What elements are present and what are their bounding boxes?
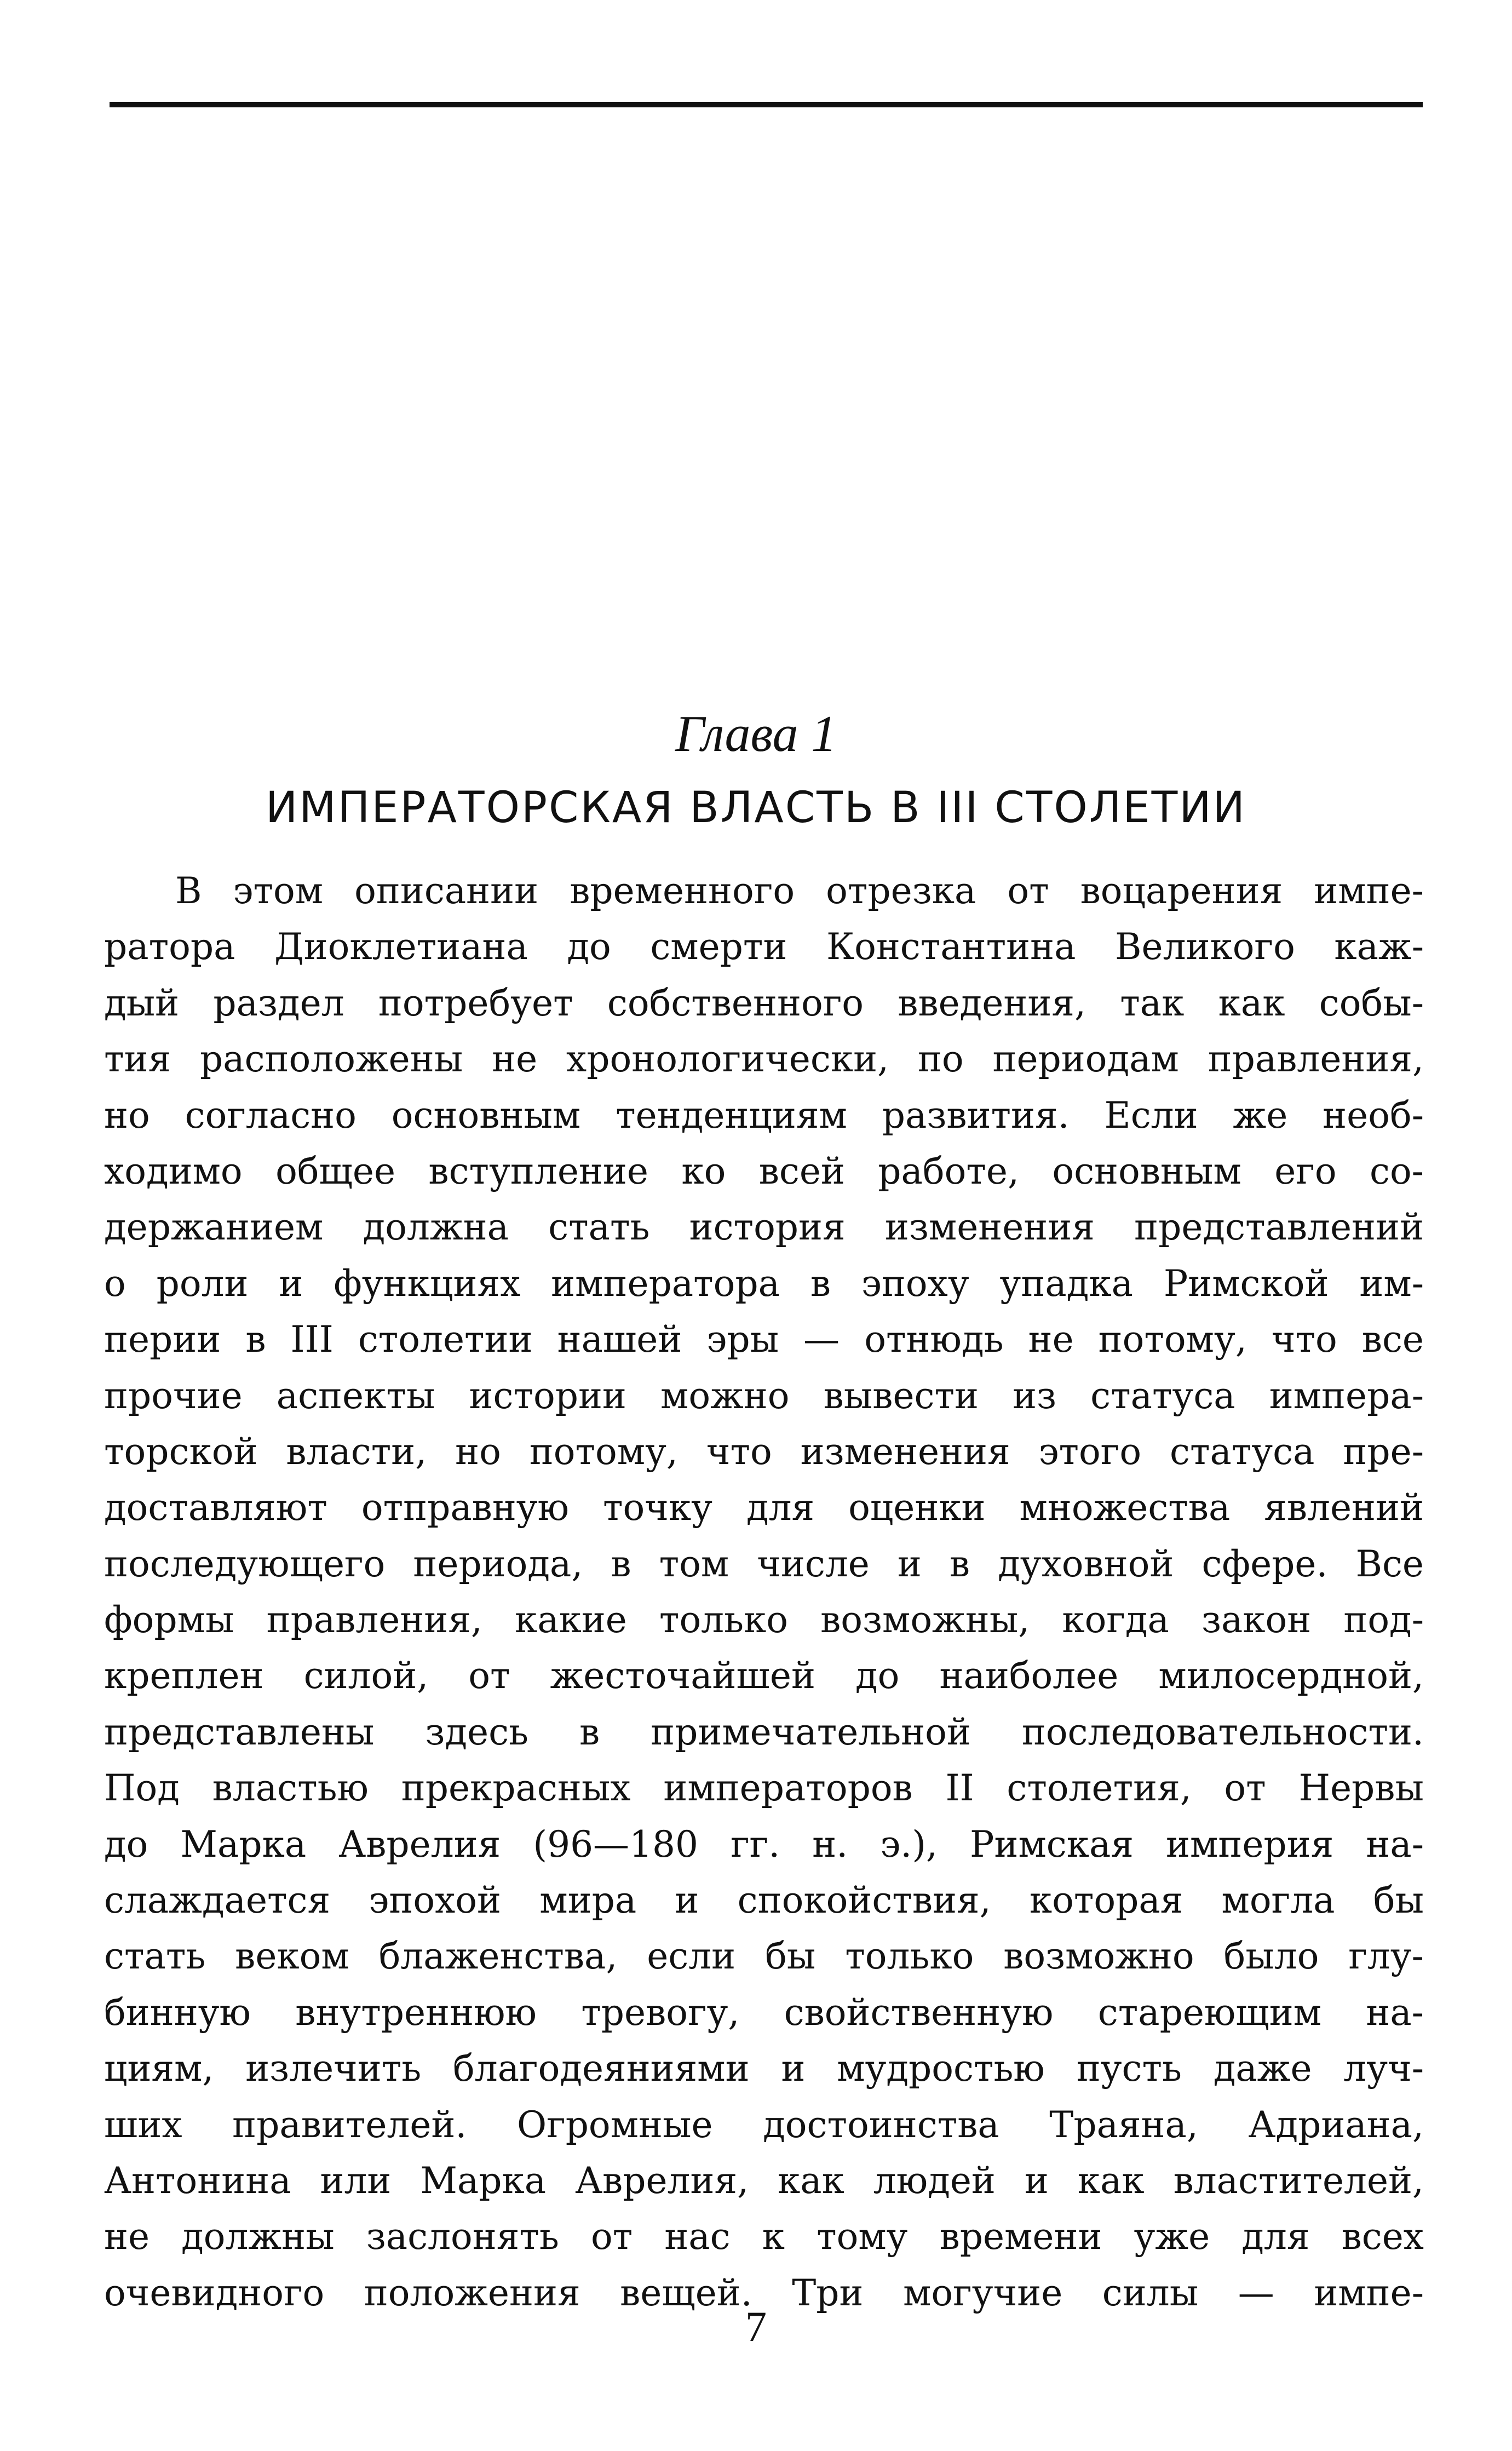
text-line: очевидного положения вещей. Три могучие силы — импе- bbox=[104, 2271, 1424, 2314]
text-line: тия расположены не хронологически, по периодам правления, bbox=[104, 1038, 1424, 1081]
text-line: ратора Диоклетиана до смерти Константина Великого каж- bbox=[104, 926, 1424, 968]
text-line: ших правителей. Огромные достоинства Траяна, Адриана, bbox=[104, 2103, 1424, 2146]
text-line: держанием должна стать история изменения представлений bbox=[104, 1206, 1424, 1249]
text-line: торской власти, но потому, что изменения этого статуса пре- bbox=[104, 1430, 1424, 1473]
chapter-label: Глава 1 bbox=[675, 705, 837, 762]
text-line: В этом описании временного отрезка от воцарения импе- bbox=[175, 870, 1424, 912]
text-line: представлены здесь в примечательной последовательности. bbox=[104, 1710, 1424, 1753]
text-line: стать веком блаженства, если бы только возможно было глу- bbox=[104, 1935, 1424, 1978]
text-line: но согласно основным тенденциям развития. Если же необ- bbox=[104, 1094, 1424, 1136]
page-number: 7 bbox=[745, 2303, 767, 2350]
text-line: до Марка Аврелия (96—180 гг. н. э.), Римская империя на- bbox=[104, 1823, 1424, 1865]
text-line: о роли и функциях императора в эпоху упадка Римской им- bbox=[104, 1262, 1424, 1305]
text-line: ходимо общее вступление ко всей работе, основным его со- bbox=[104, 1150, 1424, 1192]
text-line: бинную внутреннюю тревогу, свойственную стареющим на- bbox=[104, 1991, 1424, 2034]
text-line: перии в III столетии нашей эры — отнюдь не потому, что все bbox=[104, 1318, 1424, 1361]
text-line: креплен силой, от жесточайшей до наиболее милосердной, bbox=[104, 1655, 1424, 1697]
top-rule bbox=[110, 102, 1423, 107]
text-line: Антонина или Марка Аврелия, как людей и как властителей, bbox=[104, 2159, 1424, 2202]
text-line: дый раздел потребует собственного введения, так как собы- bbox=[104, 981, 1424, 1024]
text-line: циям, излечить благодеяниями и мудростью пусть даже луч- bbox=[104, 2047, 1424, 2090]
text-line: слаждается эпохой мира и спокойствия, которая могла бы bbox=[104, 1879, 1424, 1922]
text-line: доставляют отправную точку для оценки множества явлений bbox=[104, 1486, 1424, 1529]
text-line: не должны заслонять от нас к тому времени уже для всех bbox=[104, 2215, 1424, 2258]
text-line: формы правления, какие только возможны, когда закон под- bbox=[104, 1599, 1424, 1641]
text-line: последующего периода, в том числе и в духовной сфере. Все bbox=[104, 1542, 1424, 1585]
text-line: Под властью прекрасных императоров II столетия, от Нервы bbox=[104, 1767, 1424, 1810]
body-text bbox=[104, 863, 1424, 2321]
text-line: прочие аспекты истории можно вывести из статуса импера- bbox=[104, 1374, 1424, 1417]
chapter-title: ИМПЕРАТОРСКАЯ ВЛАСТЬ В III СТОЛЕТИИ bbox=[265, 783, 1247, 833]
